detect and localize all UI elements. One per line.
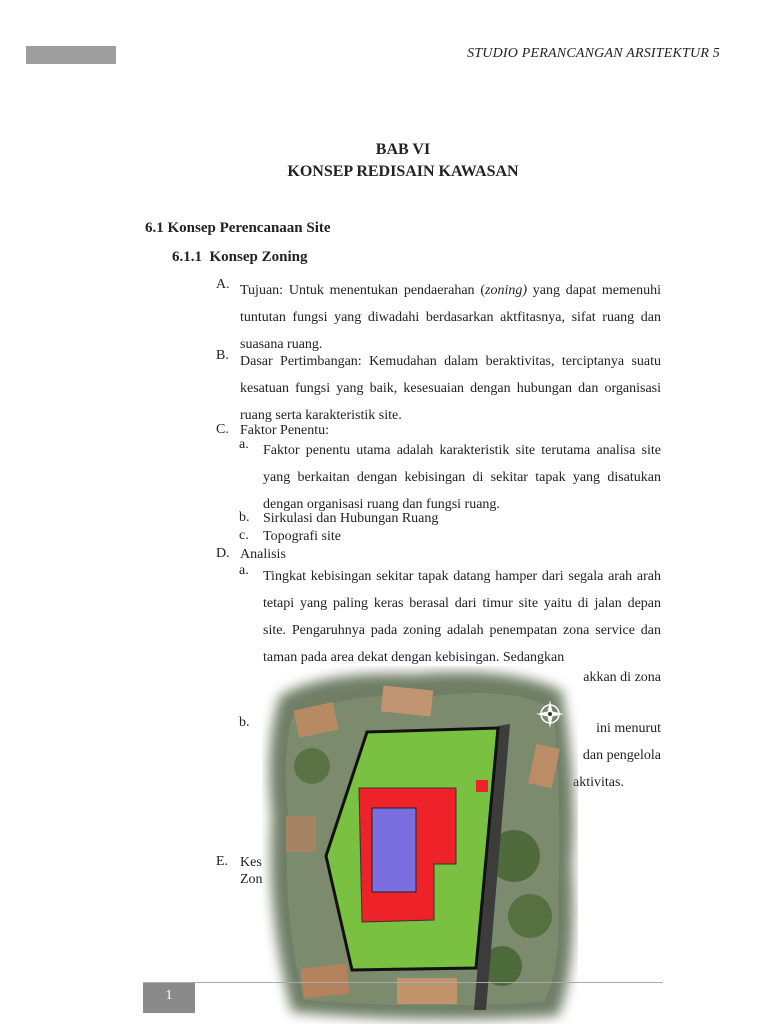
item-c-sub-b	[239, 510, 661, 527]
subsection-number: 6.1.1	[172, 249, 202, 265]
sub-text: Topografi site	[263, 529, 341, 544]
subsection-name: Konsep Zoning	[209, 249, 308, 265]
item-letter: E.	[216, 854, 229, 869]
item-text-line: Zon	[240, 872, 263, 887]
tree-canopy	[294, 748, 330, 784]
sub-text-line: aktivitas.	[573, 775, 624, 790]
item-text: Dasar Pertimbangan: Kemudahan dalam beraktivitas, terciptanya suatu kesatuan fungsi yang baik, kesesuaian dengan hubungan dan organisasi ruang serta karakteristik site.	[240, 354, 661, 423]
item-a	[216, 277, 661, 358]
footer-line	[143, 982, 663, 983]
item-d	[216, 546, 661, 563]
subsection-title	[172, 249, 307, 266]
sub-letter: b.	[239, 510, 250, 525]
sub-text: Faktor penentu utama adalah karakteristik site terutama analisa site yang berkaitan dengan kebisingan di sekitar tapak yang disatukan dengan organisasi ruang dan fungsi ruang.	[263, 443, 661, 512]
item-d-sub-a-tail: akkan di zona	[583, 670, 661, 685]
rooftop	[301, 964, 350, 999]
blue-zone	[372, 808, 416, 892]
item-b	[216, 348, 661, 429]
item-letter: A.	[216, 277, 230, 292]
section-title: 6.1 Konsep Perencanaan Site	[145, 220, 331, 236]
tree-canopy	[508, 894, 552, 938]
chapter-title: KONSEP REDISAIN KAWASAN	[287, 163, 519, 180]
rooftop	[286, 816, 316, 852]
item-text-part: Tujuan: Untuk menentukan pendaerahan (	[240, 283, 486, 298]
red-marker	[476, 780, 488, 792]
sub-letter: b.	[239, 715, 250, 730]
sub-text-line: dan pengelola	[582, 748, 661, 763]
item-text-line: Kes	[240, 855, 262, 870]
item-c-sub-c	[239, 528, 661, 545]
sub-letter: c.	[239, 528, 249, 543]
sub-text: Sirkulasi dan Hubungan Ruang	[263, 511, 439, 526]
item-text-part: yang dapat memenuhi tuntutan fungsi yang diwadahi berdasarkan aktfitasnya, sifat ruang dan suasana ruang.	[240, 283, 661, 352]
rooftop	[381, 685, 433, 716]
item-letter: D.	[216, 546, 230, 561]
header-bar	[26, 46, 116, 64]
item-text: Faktor Penentu:	[240, 423, 330, 438]
sub-letter: a.	[239, 563, 249, 578]
page-number: 1	[143, 983, 195, 1013]
chapter-number: BAB VI	[375, 141, 431, 158]
site-zoning-map	[262, 666, 578, 1024]
item-text-emph: zoning)	[485, 283, 528, 298]
item-letter: C.	[216, 422, 229, 437]
sub-text-line: ini menurut	[596, 721, 661, 736]
item-letter: B.	[216, 348, 229, 363]
item-d-sub-a	[239, 563, 661, 671]
sub-letter: a.	[239, 437, 249, 452]
item-c-sub-a	[239, 437, 661, 518]
header-title: STUDIO PERANCANGAN ARSITEKTUR 5	[467, 46, 720, 61]
site-map-svg	[262, 666, 578, 1024]
item-text	[240, 277, 661, 358]
item-text: Analisis	[240, 547, 286, 562]
sub-text: Tingkat kebisingan sekitar tapak datang hamper dari segala arah arah tetapi yang paling keras berasal dari timur site yaitu di jalan depan site. Pengaruhnya pada zoning adalah penempatan zona service dan taman pada area dekat dengan kebisingan. Sedangkan	[263, 569, 661, 665]
